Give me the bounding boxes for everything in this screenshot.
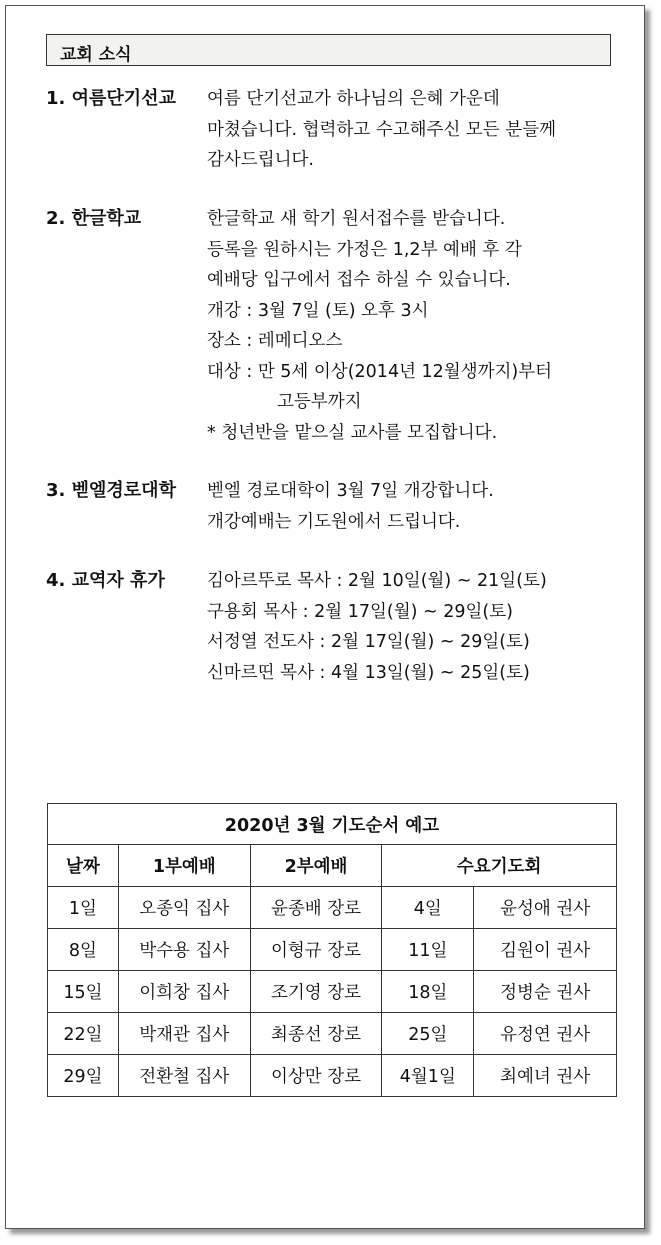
notice-line: 벧엘 경로대학이 3월 7일 개강합니다. [207,481,494,501]
column-header-first-service: 1부예배 [118,845,250,887]
table-cell: 윤종배 장로 [250,887,382,929]
table-cell: 29일 [48,1055,119,1097]
section-title: 교회 소식 [60,45,132,65]
table-cell: 11일 [382,929,474,971]
notice-line: 김아르뚜로 목사 : 2월 10일(월) ~ 21일(토) [207,571,547,591]
table-cell: 윤성애 권사 [474,887,617,929]
table-cell: 이상만 장로 [250,1055,382,1097]
column-header-wednesday-prayer: 수요기도회 [382,845,617,887]
table-title: 2020년 3월 기도순서 예고 [48,804,617,845]
notice-line: * 청년반을 맡으실 교사를 모집합니다. [207,422,498,443]
table-cell: 4월1일 [382,1055,474,1097]
table-cell: 18일 [382,971,474,1013]
table-cell: 오종익 집사 [118,887,250,929]
notice-line: 대상 : 만 5세 이상(2014년 12월생까지)부터 [207,361,553,382]
table-cell: 25일 [382,1013,474,1055]
notice-line: 고등부까지 [277,392,362,412]
table-cell: 이희창 집사 [118,971,250,1013]
notice-line: 마쳤습니다. 협력하고 수고해주신 모든 분들께 [207,119,557,140]
table-cell: 8일 [48,929,119,971]
notice-body [207,566,547,688]
notice-line: 등록을 원하시는 가정은 1,2부 예배 후 각 [207,239,522,260]
column-header-second-service: 2부예배 [250,845,382,887]
notice-body [207,84,556,176]
prayer-schedule-table [47,803,617,1097]
notice-title: 1. 여름단기선교 [46,88,176,109]
notice-line: 개강예배는 기도원에서 드립니다. [207,511,461,532]
notice-body [207,204,552,448]
table-cell: 22일 [48,1013,119,1055]
table-cell: 김원이 권사 [474,929,617,971]
table-cell: 정병순 권사 [474,971,617,1013]
notice-line: 개강 : 3월 7일 (토) 오후 3시 [207,300,429,321]
notice-line: 장소 : 레메디오스 [207,331,343,351]
table-cell: 이형규 장로 [250,929,382,971]
table-cell: 조기영 장로 [250,971,382,1013]
table-header-row [48,845,617,887]
notice-line: 서정열 전도사 : 2월 17일(월) ~ 29일(토) [207,632,530,652]
table-title-row [48,804,617,845]
table-row [48,887,617,929]
notice-line: 예배당 입구에서 접수 하실 수 있습니다. [207,270,511,290]
section-header [46,34,611,66]
table-cell: 유정연 권사 [474,1013,617,1055]
table-cell: 최예녀 권사 [474,1055,617,1097]
table-cell: 15일 [48,971,119,1013]
notice-line: 감사드립니다. [207,150,314,170]
notice-line: 신마르띤 목사 : 4월 13일(월) ~ 25일(토) [207,662,530,683]
table-cell: 최종선 장로 [250,1013,382,1055]
notice-title: 3. 벧엘경로대학 [46,480,176,501]
notice-line: 한글학교 새 학기 원서접수를 받습니다. [207,209,506,229]
table-cell: 전환철 집사 [118,1055,250,1097]
table-row [48,971,617,1013]
table-cell: 박재관 집사 [118,1013,250,1055]
table-row [48,1013,617,1055]
notice-line: 구용회 목사 : 2월 17일(월) ~ 29일(토) [207,601,513,622]
column-header-date: 날짜 [48,845,119,887]
table-cell: 1일 [48,887,119,929]
notice-title: 2. 한글학교 [46,208,142,229]
notice-title: 4. 교역자 휴가 [46,570,165,591]
bulletin-page [5,5,645,1229]
notice-body [207,476,494,537]
table-row [48,1055,617,1097]
table-cell: 4일 [382,887,474,929]
notice-line: 여름 단기선교가 하나님의 은혜 가운데 [207,89,500,109]
table-row [48,929,617,971]
table-cell: 박수용 집사 [118,929,250,971]
